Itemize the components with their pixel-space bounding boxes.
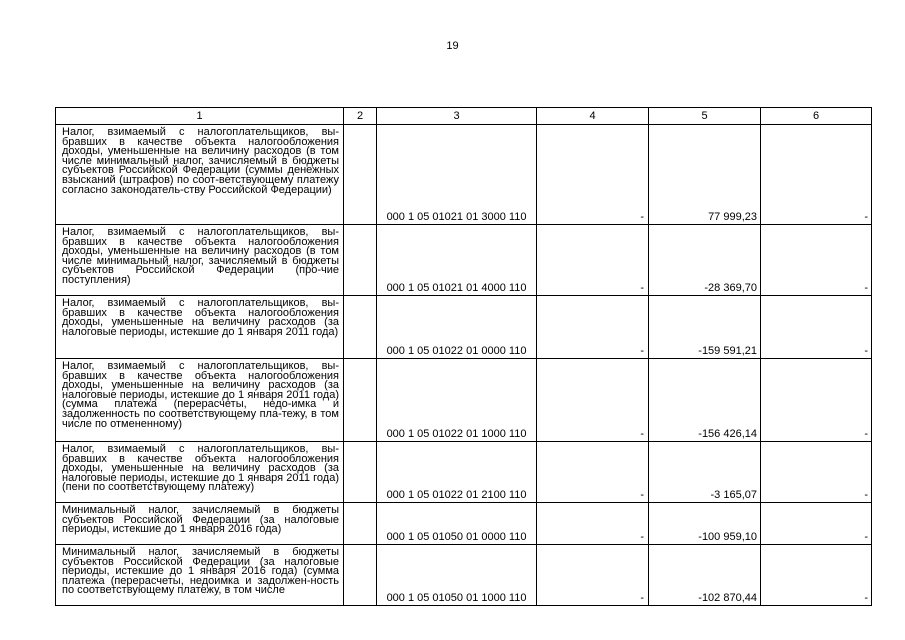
table-row [56, 359, 872, 442]
row-col4: - [537, 545, 649, 606]
row-col5: -156 426,14 [649, 359, 761, 442]
row-col2 [344, 125, 377, 225]
row-col5: -102 870,44 [649, 545, 761, 606]
header-row [56, 108, 872, 125]
table-row [56, 125, 872, 225]
row-col5: 77 999,23 [649, 125, 761, 225]
row-col4: - [537, 503, 649, 545]
row-code: 000 1 05 01022 01 1000 110 [377, 359, 537, 442]
row-col4: - [537, 359, 649, 442]
row-name: Налог, взимаемый с налогоплательщиков, вы-бравших в качестве объекта налогообложения доходы, уменьшенные на величину расходов (за налоговые периоды, истекшие до 1 января 2011 года) (пени по соответствующему платежу) [56, 442, 344, 503]
column-header-5: 5 [649, 108, 761, 125]
row-name: Минимальный налог, зачисляемый в бюджеты субъектов Российской Федерации (за налоговые периоды, истекшие до 1 января 2016 года) [56, 503, 344, 545]
column-header-6: 6 [761, 108, 872, 125]
row-code: 000 1 05 01022 01 2100 110 [377, 442, 537, 503]
row-col6: - [761, 125, 872, 225]
row-col6: - [761, 296, 872, 359]
row-col2 [344, 545, 377, 606]
row-col5: -3 165,07 [649, 442, 761, 503]
row-code: 000 1 05 01050 01 0000 110 [377, 503, 537, 545]
row-code: 000 1 05 01022 01 0000 110 [377, 296, 537, 359]
column-header-4: 4 [537, 108, 649, 125]
row-col6: - [761, 545, 872, 606]
table-row [56, 442, 872, 503]
row-col4: - [537, 442, 649, 503]
row-code: 000 1 05 01021 01 3000 110 [377, 125, 537, 225]
row-col6: - [761, 225, 872, 296]
row-code: 000 1 05 01021 01 4000 110 [377, 225, 537, 296]
row-col6: - [761, 359, 872, 442]
row-col5: -100 959,10 [649, 503, 761, 545]
row-col2 [344, 442, 377, 503]
row-name: Налог, взимаемый с налогоплательщиков, вы-бравших в качестве объекта налогообложения доходы, уменьшенные на величину расходов (в том числе минимальный налог, зачисляемый в бюджеты субъектов Российской Федерации (суммы денежных взысканий (штрафов) по соот-ветствующему платежу согласно законодатель-ству Российской Федерации) [56, 125, 344, 225]
column-header-2: 2 [344, 108, 377, 125]
row-col4: - [537, 225, 649, 296]
revenue-table [55, 107, 872, 606]
column-header-1: 1 [56, 108, 344, 125]
row-col6: - [761, 503, 872, 545]
row-code: 000 1 05 01050 01 1000 110 [377, 545, 537, 606]
table-row [56, 503, 872, 545]
table-row [56, 225, 872, 296]
row-col2 [344, 225, 377, 296]
row-col4: - [537, 296, 649, 359]
row-col4: - [537, 125, 649, 225]
page-number: 19 [446, 40, 459, 52]
row-col2 [344, 503, 377, 545]
row-name: Налог, взимаемый с налогоплательщиков, вы-бравших в качестве объекта налогообложения доходы, уменьшенные на величину расходов (за налоговые периоды, истекшие до 1 января 2011 года) [56, 296, 344, 359]
row-name: Налог, взимаемый с налогоплательщиков, вы-бравших в качестве объекта налогообложения доходы, уменьшенные на величину расходов (за налоговые периоды, истекшие до 1 января 2011 года) (сумма платежа (перерасчеты, недо-имка и задолженность по соответствующему пла-тежу, в том числе по отмененному) [56, 359, 344, 442]
row-col6: - [761, 442, 872, 503]
row-col5: -28 369,70 [649, 225, 761, 296]
row-name: Налог, взимаемый с налогоплательщиков, вы-бравших в качестве объекта налогообложения доходы, уменьшенные на величину расходов (в том числе минимальный налог, зачисляемый в бюджеты субъектов Российской Федерации (про-чие поступления) [56, 225, 344, 296]
table-row [56, 296, 872, 359]
row-col2 [344, 359, 377, 442]
row-name: Минимальный налог, зачисляемый в бюджеты субъектов Российской Федерации (за налоговые периоды, истекшие до 1 января 2016 года) (сумма платежа (перерасчеты, недоимка и задолжен-ность по соответствующему платежу, в том числе [56, 545, 344, 606]
table-row [56, 545, 872, 606]
column-header-3: 3 [377, 108, 537, 125]
row-col2 [344, 296, 377, 359]
row-col5: -159 591,21 [649, 296, 761, 359]
